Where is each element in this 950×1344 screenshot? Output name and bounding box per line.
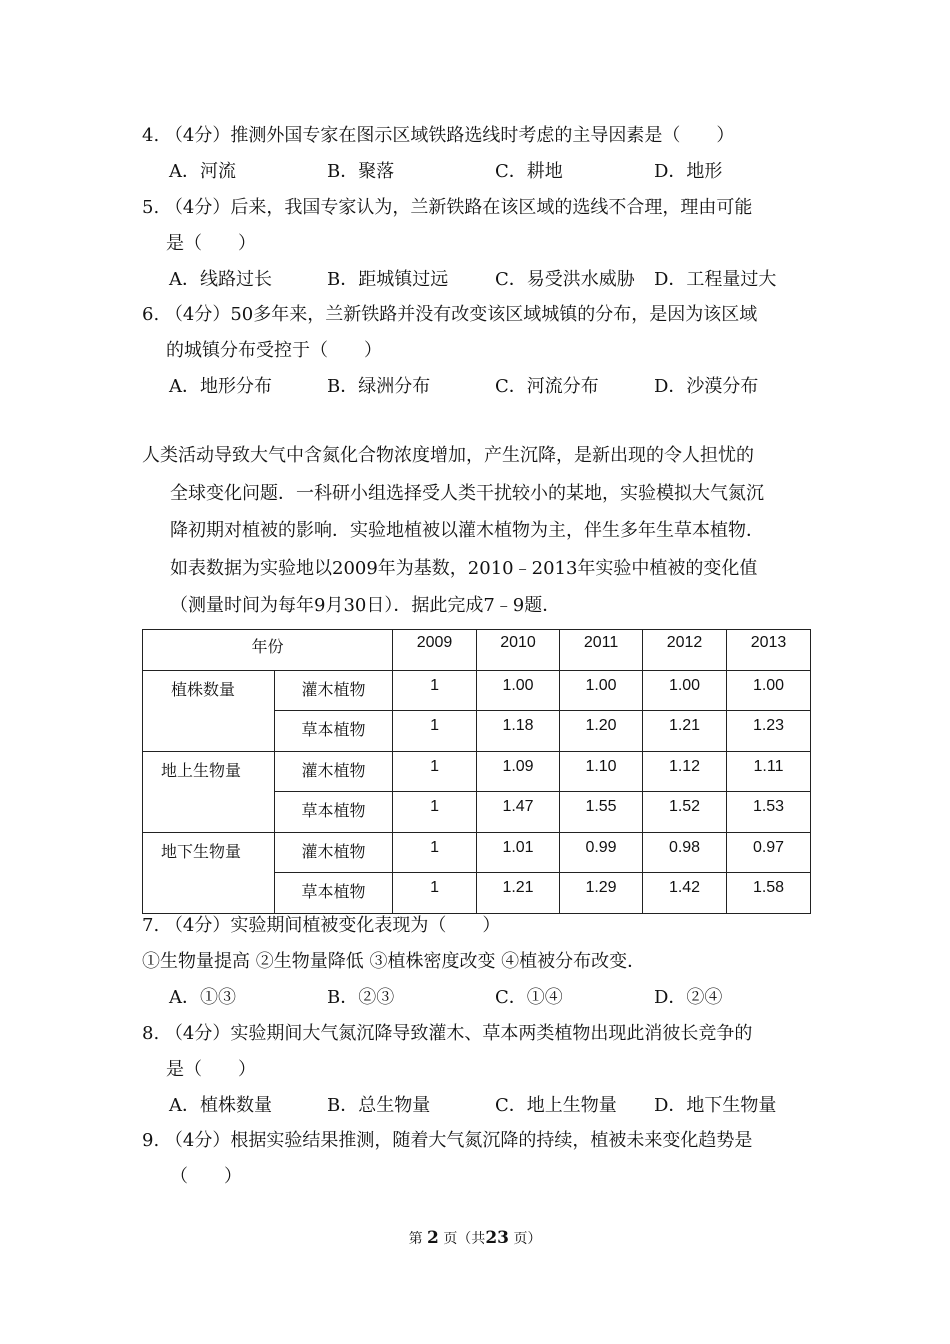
group-label: 植株数量	[143, 670, 275, 751]
table-cell: 0.98	[643, 832, 727, 873]
table-cell: 1.53	[727, 792, 811, 833]
header-year: 2013	[727, 630, 811, 671]
table-cell: 1.00	[727, 670, 811, 711]
table-cell: 1.23	[727, 711, 811, 752]
table-row	[143, 832, 811, 873]
plant-type: 灌木植物	[275, 751, 393, 792]
table-header-row	[143, 630, 811, 671]
table-cell: 1.00	[477, 670, 560, 711]
question-9-stem: 9. （4分）根据实验结果推测，随着大气氮沉降的持续，植被未来变化趋势是	[142, 1130, 753, 1151]
question-7-items: ①生物量提高 ②生物量降低 ③植株密度改变 ④植被分布改变．	[142, 951, 646, 972]
option-c: C．耕地	[495, 161, 563, 182]
table-cell: 1.09	[477, 751, 560, 792]
table-cell: 0.97	[727, 832, 811, 873]
option-d: D．工程量过大	[654, 269, 777, 290]
table-cell: 1.58	[727, 873, 811, 914]
option-b: B．距城镇过远	[327, 269, 449, 290]
header-year-label: 年份	[143, 630, 393, 671]
current-page: 2	[427, 1228, 439, 1248]
option-d: D．沙漠分布	[654, 376, 759, 397]
vegetation-change-table	[142, 629, 811, 914]
question-8-stem-cont: 是（ ）	[166, 1059, 256, 1080]
header-year: 2012	[643, 630, 727, 671]
question-7-stem: 7. （4分）实验期间植被变化表现为（ ）	[142, 915, 501, 936]
total-pages: 23	[485, 1228, 509, 1248]
option-c: C．易受洪水威胁	[495, 269, 635, 290]
plant-type: 灌木植物	[275, 670, 393, 711]
table-row	[143, 751, 811, 792]
table-cell: 1.12	[643, 751, 727, 792]
header-year: 2010	[477, 630, 560, 671]
header-year: 2011	[560, 630, 643, 671]
footer-prefix: 第	[408, 1231, 423, 1247]
table-cell: 1.29	[560, 873, 643, 914]
table-cell: 1.18	[477, 711, 560, 752]
plant-type: 草本植物	[275, 792, 393, 833]
option-d: D．地下生物量	[654, 1095, 777, 1116]
question-5-stem: 5. （4分）后来，我国专家认为，兰新铁路在该区域的选线不合理，理由可能	[142, 197, 753, 218]
question-9-stem-cont: （ ）	[170, 1166, 242, 1187]
table-cell: 1	[393, 670, 477, 711]
option-b: B．绿洲分布	[327, 376, 431, 397]
option-d: D．②④	[654, 987, 723, 1008]
option-a: A．①③	[169, 987, 236, 1008]
option-d: D．地形	[654, 161, 723, 182]
question-5-stem-cont: 是（ ）	[166, 233, 256, 254]
option-b: B．聚落	[327, 161, 395, 182]
table-row	[143, 670, 811, 711]
table-cell: 1	[393, 711, 477, 752]
option-c: C．①④	[495, 987, 563, 1008]
table-cell: 0.99	[560, 832, 643, 873]
header-year: 2009	[393, 630, 477, 671]
table-cell: 1	[393, 751, 477, 792]
passage-line-1: 人类活动导致大气中含氮化合物浓度增加，产生沉降，是新出现的令人担忧的	[142, 445, 754, 466]
option-a: A．线路过长	[169, 269, 272, 290]
table-cell: 1.42	[643, 873, 727, 914]
table-cell: 1.21	[477, 873, 560, 914]
table-cell: 1.52	[643, 792, 727, 833]
option-c: C．地上生物量	[495, 1095, 617, 1116]
group-label: 地下生物量	[143, 832, 275, 913]
table-cell: 1	[393, 832, 477, 873]
plant-type: 草本植物	[275, 711, 393, 752]
table-cell: 1.00	[643, 670, 727, 711]
table-cell: 1.00	[560, 670, 643, 711]
passage-line-2: 全球变化问题．一科研小组选择受人类干扰较小的某地，实验模拟大气氮沉	[170, 483, 764, 504]
question-8-stem: 8. （4分）实验期间大气氮沉降导致灌木、草本两类植物出现此消彼长竞争的	[142, 1023, 753, 1044]
option-b: B．总生物量	[327, 1095, 431, 1116]
option-c: C．河流分布	[495, 376, 599, 397]
table-cell: 1.20	[560, 711, 643, 752]
table-cell: 1.11	[727, 751, 811, 792]
footer-suffix: 页）	[513, 1231, 542, 1247]
page-footer	[0, 1228, 950, 1249]
plant-type: 草本植物	[275, 873, 393, 914]
plant-type: 灌木植物	[275, 832, 393, 873]
passage-line-4: 如表数据为实验地以2009年为基数，2010﹣2013年实验中植被的变化值	[170, 558, 758, 579]
table-cell: 1.47	[477, 792, 560, 833]
option-a: A．河流	[169, 161, 236, 182]
passage-line-3: 降初期对植被的影响．实验地植被以灌木植物为主，伴生多年生草本植物．	[170, 520, 764, 541]
group-label: 地上生物量	[143, 751, 275, 832]
option-a: A．植株数量	[169, 1095, 272, 1116]
table-cell: 1	[393, 792, 477, 833]
table-cell: 1	[393, 873, 477, 914]
footer-middle: 页（共	[443, 1231, 486, 1247]
question-6-stem: 6. （4分）50多年来，兰新铁路并没有改变该区域城镇的分布，是因为该区域	[142, 304, 758, 325]
option-b: B．②③	[327, 987, 395, 1008]
table-cell: 1.21	[643, 711, 727, 752]
table-cell: 1.01	[477, 832, 560, 873]
option-a: A．地形分布	[169, 376, 272, 397]
table-cell: 1.55	[560, 792, 643, 833]
table-cell: 1.10	[560, 751, 643, 792]
passage-line-5: （测量时间为每年9月30日）．据此完成7﹣9题．	[170, 595, 561, 616]
question-6-stem-cont: 的城镇分布受控于（ ）	[166, 340, 382, 361]
question-4-stem: 4. （4分）推测外国专家在图示区域铁路选线时考虑的主导因素是（ ）	[142, 125, 735, 146]
